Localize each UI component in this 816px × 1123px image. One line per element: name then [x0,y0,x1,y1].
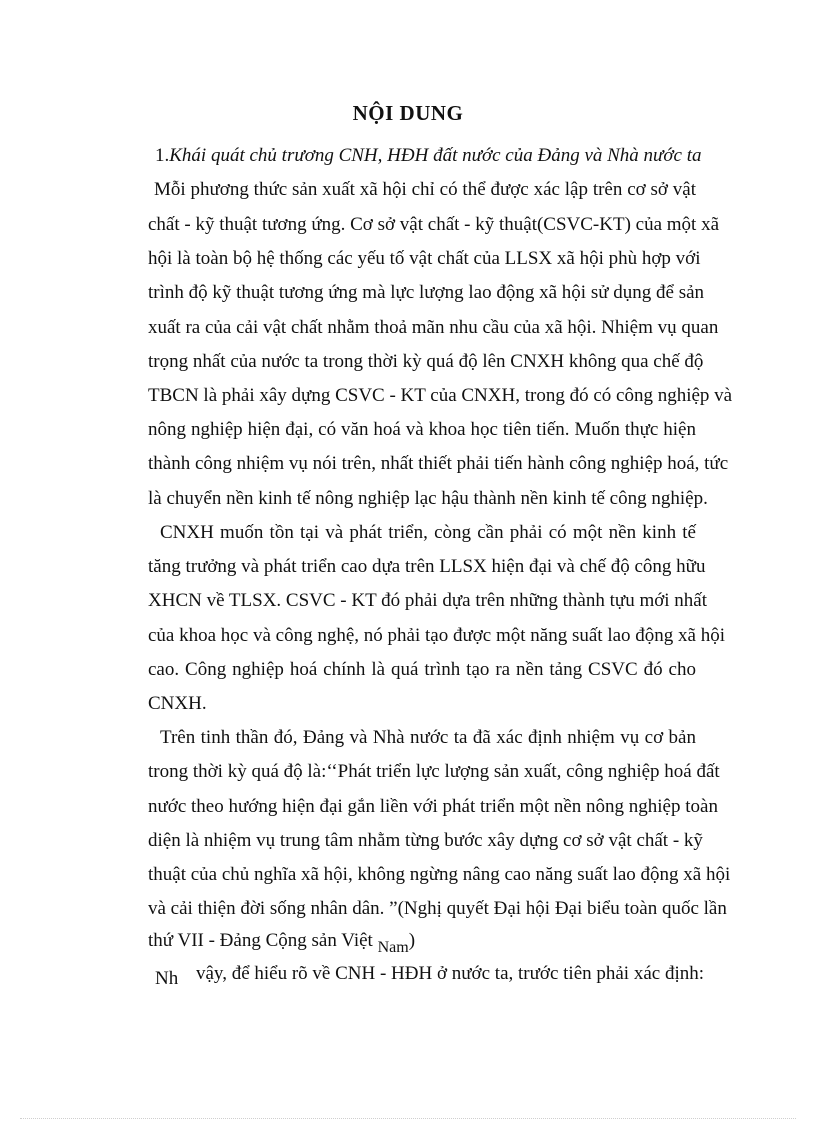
paragraph-line: CNXH. [148,693,207,714]
paragraph-line: Trên tinh thần đó, Đảng và Nhà nước ta đã xác định nhiệm vụ cơ bản [160,727,696,748]
line-close: ) [408,930,416,951]
paragraph-line: trong thời kỳ quá độ là:‘‘Phát triển lực lượng sản xuất, công nghiệp hoá đất [148,761,720,782]
paragraph-line: thuật của chủ nghĩa xã hội, không ngừng nâng cao năng suất lao động xã hội [148,864,731,885]
paragraph-line: của khoa học và công nghệ, nó phải tạo được một năng suất lao động xã hội [148,625,726,646]
paragraph-line-last [148,929,696,954]
paragraph-line: chất - kỹ thuật tương ứng. Cơ sở vật chất - kỹ thuật(CSVC-KT) của một xã [148,214,720,235]
heading-text: Khái quát chủ trương CNH, HĐH đất nước của Đảng và Nhà nước ta [169,145,702,166]
paragraph-line: cao. Công nghiệp hoá chính là quá trình tạo ra nền tảng CSVC đó cho [148,659,696,680]
paragraph-line: nông nghiệp hiện đại, có văn hoá và khoa học tiên tiến. Muốn thực hiện [148,419,696,440]
paragraph-line: là chuyển nền kinh tế nông nghiệp lạc hậu thành nền kinh tế công nghiệp. [148,488,708,509]
page-title: NỘI DUNG [352,101,464,125]
paragraph-line: vậy, để hiểu rõ về CNH - HĐH ở nước ta, trước tiên phải xác định: [196,963,705,984]
paragraph-line: nước theo hướng hiện đại gắn liền với phát triển một nền nông nghiệp toàn [148,796,718,817]
paragraph-line: diện là nhiệm vụ trung tâm nhằm từng bước xây dựng cơ sở vật chất - kỹ [148,830,703,851]
paragraph-line: TBCN là phải xây dựng CSVC - KT của CNXH, trong đó có công nghiệp và [148,385,733,406]
paragraph-line: và cải thiện đời sống nhân dân. ”(Nghị quyết Đại hội Đại biểu toàn quốc lần [148,898,727,919]
line-text: thứ VII - Đảng Cộng sản Việt [148,930,373,951]
paragraph-line: Mỗi phương thức sản xuất xã hội chỉ có thể được xác lập trên cơ sở vật [154,179,696,200]
paragraph-line: thành công nhiệm vụ nói trên, nhất thiết phải tiến hành công nghiệp hoá, tức [148,453,729,474]
paragraph-line: XHCN về TLSX. CSVC - KT đó phải dựa trên những thành tựu mới nhất [148,590,708,611]
paragraph-line: trình độ kỹ thuật tương ứng mà lực lượng lao động xã hội sử dụng để sản [148,282,705,303]
paragraph-line: trọng nhất của nước ta trong thời kỳ quá độ lên CNXH không qua chế độ [148,351,704,372]
page-bottom-rule [20,1118,796,1119]
heading-number: 1. [155,145,170,166]
paragraph-line: CNXH muốn tồn tại và phát triển, còng cần phải có một nền kinh tế [160,522,696,543]
paragraph-line: tăng trưởng và phát triển cao dựa trên LLSX hiện đại và chế độ công hữu [148,556,706,577]
line-subscript: Nam [377,939,409,956]
paragraph-line: xuất ra của cải vật chất nhằm thoả mãn nhu cầu của xã hội. Nhiệm vụ quan [148,317,719,338]
section-heading [155,145,702,167]
paragraph-fragment: Nh [155,968,179,989]
paragraph-line: hội là toàn bộ hệ thống các yếu tố vật chất của LLSX xã hội phù hợp với [148,248,701,269]
